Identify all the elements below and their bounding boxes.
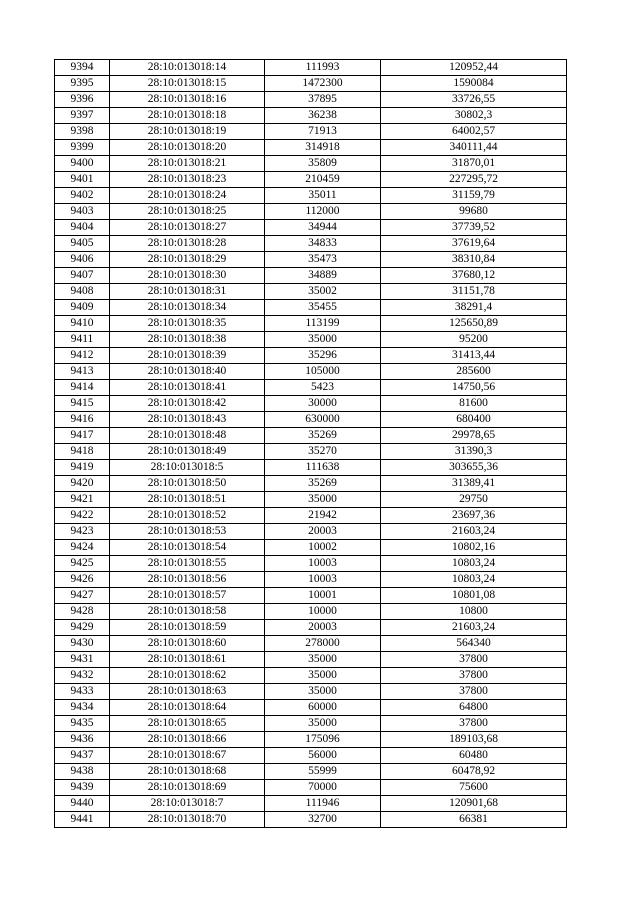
area-cell: 34833 (265, 236, 381, 252)
table-row (55, 412, 567, 428)
cadastral-number-cell: 28:10:013018:61 (110, 652, 265, 668)
table-row (55, 636, 567, 652)
cadastral-number-cell: 28:10:013018:18 (110, 108, 265, 124)
table-row (55, 572, 567, 588)
area-cell: 175096 (265, 732, 381, 748)
value-cell: 10802,16 (381, 540, 567, 556)
cadastral-number-cell: 28:10:013018:24 (110, 188, 265, 204)
row-number-cell: 9424 (55, 540, 110, 556)
cadastral-number-cell: 28:10:013018:48 (110, 428, 265, 444)
row-number-cell: 9439 (55, 780, 110, 796)
row-number-cell: 9432 (55, 668, 110, 684)
row-number-cell: 9394 (55, 60, 110, 76)
cadastral-number-cell: 28:10:013018:49 (110, 444, 265, 460)
cadastral-number-cell: 28:10:013018:21 (110, 156, 265, 172)
cadastral-number-cell: 28:10:013018:65 (110, 716, 265, 732)
table-row (55, 780, 567, 796)
value-cell: 21603,24 (381, 620, 567, 636)
area-cell: 35000 (265, 716, 381, 732)
table-row (55, 620, 567, 636)
row-number-cell: 9409 (55, 300, 110, 316)
value-cell: 37800 (381, 668, 567, 684)
cadastral-number-cell: 28:10:013018:63 (110, 684, 265, 700)
area-cell: 37895 (265, 92, 381, 108)
value-cell: 75600 (381, 780, 567, 796)
value-cell: 227295,72 (381, 172, 567, 188)
row-number-cell: 9421 (55, 492, 110, 508)
row-number-cell: 9434 (55, 700, 110, 716)
row-number-cell: 9429 (55, 620, 110, 636)
table-row (55, 732, 567, 748)
cadastral-number-cell: 28:10:013018:16 (110, 92, 265, 108)
area-cell: 35000 (265, 668, 381, 684)
area-cell: 35270 (265, 444, 381, 460)
value-cell: 31389,41 (381, 476, 567, 492)
area-cell: 1472300 (265, 76, 381, 92)
area-cell: 113199 (265, 316, 381, 332)
row-number-cell: 9396 (55, 92, 110, 108)
row-number-cell: 9410 (55, 316, 110, 332)
table-row (55, 748, 567, 764)
area-cell: 10003 (265, 556, 381, 572)
cadastral-number-cell: 28:10:013018:43 (110, 412, 265, 428)
table-row (55, 588, 567, 604)
table-row (55, 364, 567, 380)
table-row (55, 236, 567, 252)
table-row (55, 140, 567, 156)
row-number-cell: 9441 (55, 812, 110, 828)
row-number-cell: 9420 (55, 476, 110, 492)
cadastral-number-cell: 28:10:013018:20 (110, 140, 265, 156)
cadastral-number-cell: 28:10:013018:57 (110, 588, 265, 604)
cadastral-number-cell: 28:10:013018:41 (110, 380, 265, 396)
row-number-cell: 9418 (55, 444, 110, 460)
area-cell: 10003 (265, 572, 381, 588)
cadastral-number-cell: 28:10:013018:30 (110, 268, 265, 284)
area-cell: 20003 (265, 524, 381, 540)
table-row (55, 796, 567, 812)
value-cell: 37619,64 (381, 236, 567, 252)
table-row (55, 332, 567, 348)
area-cell: 35000 (265, 652, 381, 668)
table-row (55, 92, 567, 108)
table-row (55, 188, 567, 204)
row-number-cell: 9426 (55, 572, 110, 588)
table-row (55, 396, 567, 412)
value-cell: 64002,57 (381, 124, 567, 140)
table-row (55, 492, 567, 508)
area-cell: 111993 (265, 60, 381, 76)
table-row (55, 812, 567, 828)
value-cell: 303655,36 (381, 460, 567, 476)
row-number-cell: 9436 (55, 732, 110, 748)
value-cell: 33726,55 (381, 92, 567, 108)
area-cell: 35473 (265, 252, 381, 268)
value-cell: 125650,89 (381, 316, 567, 332)
cadastral-number-cell: 28:10:013018:25 (110, 204, 265, 220)
value-cell: 29978,65 (381, 428, 567, 444)
value-cell: 340111,44 (381, 140, 567, 156)
row-number-cell: 9422 (55, 508, 110, 524)
area-cell: 70000 (265, 780, 381, 796)
row-number-cell: 9430 (55, 636, 110, 652)
row-number-cell: 9428 (55, 604, 110, 620)
land-plot-table (54, 59, 567, 828)
cadastral-number-cell: 28:10:013018:58 (110, 604, 265, 620)
cadastral-number-cell: 28:10:013018:55 (110, 556, 265, 572)
value-cell: 10800 (381, 604, 567, 620)
area-cell: 111946 (265, 796, 381, 812)
cadastral-number-cell: 28:10:013018:66 (110, 732, 265, 748)
cadastral-number-cell: 28:10:013018:35 (110, 316, 265, 332)
value-cell: 37739,52 (381, 220, 567, 236)
cadastral-number-cell: 28:10:013018:70 (110, 812, 265, 828)
cadastral-number-cell: 28:10:013018:42 (110, 396, 265, 412)
row-number-cell: 9401 (55, 172, 110, 188)
cadastral-number-cell: 28:10:013018:29 (110, 252, 265, 268)
value-cell: 120901,68 (381, 796, 567, 812)
value-cell: 29750 (381, 492, 567, 508)
area-cell: 71913 (265, 124, 381, 140)
row-number-cell: 9433 (55, 684, 110, 700)
area-cell: 35269 (265, 428, 381, 444)
value-cell: 37800 (381, 684, 567, 700)
table-row (55, 204, 567, 220)
cadastral-number-cell: 28:10:013018:34 (110, 300, 265, 316)
row-number-cell: 9403 (55, 204, 110, 220)
area-cell: 35000 (265, 492, 381, 508)
row-number-cell: 9400 (55, 156, 110, 172)
row-number-cell: 9406 (55, 252, 110, 268)
value-cell: 38291,4 (381, 300, 567, 316)
cadastral-number-cell: 28:10:013018:40 (110, 364, 265, 380)
area-cell: 35296 (265, 348, 381, 364)
row-number-cell: 9405 (55, 236, 110, 252)
value-cell: 81600 (381, 396, 567, 412)
area-cell: 10002 (265, 540, 381, 556)
value-cell: 37680,12 (381, 268, 567, 284)
table-row (55, 252, 567, 268)
area-cell: 10000 (265, 604, 381, 620)
area-cell: 105000 (265, 364, 381, 380)
value-cell: 10803,24 (381, 572, 567, 588)
value-cell: 37800 (381, 652, 567, 668)
area-cell: 35002 (265, 284, 381, 300)
cadastral-number-cell: 28:10:013018:60 (110, 636, 265, 652)
value-cell: 37800 (381, 716, 567, 732)
row-number-cell: 9438 (55, 764, 110, 780)
row-number-cell: 9408 (55, 284, 110, 300)
table-row (55, 444, 567, 460)
value-cell: 189103,68 (381, 732, 567, 748)
area-cell: 10001 (265, 588, 381, 604)
area-cell: 30000 (265, 396, 381, 412)
area-cell: 35269 (265, 476, 381, 492)
cadastral-number-cell: 28:10:013018:27 (110, 220, 265, 236)
table-row (55, 476, 567, 492)
table-row (55, 716, 567, 732)
cadastral-number-cell: 28:10:013018:69 (110, 780, 265, 796)
table-row (55, 172, 567, 188)
table-row (55, 604, 567, 620)
area-cell: 278000 (265, 636, 381, 652)
table-row (55, 700, 567, 716)
row-number-cell: 9411 (55, 332, 110, 348)
cadastral-number-cell: 28:10:013018:31 (110, 284, 265, 300)
row-number-cell: 9435 (55, 716, 110, 732)
row-number-cell: 9417 (55, 428, 110, 444)
table-row (55, 540, 567, 556)
cadastral-number-cell: 28:10:013018:54 (110, 540, 265, 556)
table-row (55, 316, 567, 332)
area-cell: 314918 (265, 140, 381, 156)
table-row (55, 76, 567, 92)
row-number-cell: 9407 (55, 268, 110, 284)
table-row (55, 764, 567, 780)
table-row (55, 460, 567, 476)
table-row (55, 684, 567, 700)
table-row (55, 300, 567, 316)
cadastral-number-cell: 28:10:013018:59 (110, 620, 265, 636)
table-row (55, 268, 567, 284)
value-cell: 31151,78 (381, 284, 567, 300)
row-number-cell: 9414 (55, 380, 110, 396)
value-cell: 21603,24 (381, 524, 567, 540)
row-number-cell: 9402 (55, 188, 110, 204)
value-cell: 64800 (381, 700, 567, 716)
area-cell: 210459 (265, 172, 381, 188)
area-cell: 35011 (265, 188, 381, 204)
area-cell: 34944 (265, 220, 381, 236)
row-number-cell: 9431 (55, 652, 110, 668)
cadastral-number-cell: 28:10:013018:19 (110, 124, 265, 140)
value-cell: 31159,79 (381, 188, 567, 204)
value-cell: 10801,08 (381, 588, 567, 604)
area-cell: 5423 (265, 380, 381, 396)
cadastral-number-cell: 28:10:013018:5 (110, 460, 265, 476)
row-number-cell: 9399 (55, 140, 110, 156)
cadastral-number-cell: 28:10:013018:28 (110, 236, 265, 252)
value-cell: 60478,92 (381, 764, 567, 780)
area-cell: 55999 (265, 764, 381, 780)
table-row (55, 220, 567, 236)
value-cell: 680400 (381, 412, 567, 428)
row-number-cell: 9412 (55, 348, 110, 364)
value-cell: 99680 (381, 204, 567, 220)
area-cell: 112000 (265, 204, 381, 220)
cadastral-number-cell: 28:10:013018:15 (110, 76, 265, 92)
row-number-cell: 9398 (55, 124, 110, 140)
value-cell: 10803,24 (381, 556, 567, 572)
value-cell: 60480 (381, 748, 567, 764)
cadastral-number-cell: 28:10:013018:52 (110, 508, 265, 524)
row-number-cell: 9404 (55, 220, 110, 236)
area-cell: 111638 (265, 460, 381, 476)
area-cell: 35455 (265, 300, 381, 316)
area-cell: 21942 (265, 508, 381, 524)
area-cell: 20003 (265, 620, 381, 636)
row-number-cell: 9425 (55, 556, 110, 572)
value-cell: 285600 (381, 364, 567, 380)
area-cell: 60000 (265, 700, 381, 716)
table-row (55, 60, 567, 76)
value-cell: 564340 (381, 636, 567, 652)
value-cell: 38310,84 (381, 252, 567, 268)
row-number-cell: 9437 (55, 748, 110, 764)
table-row (55, 508, 567, 524)
cadastral-number-cell: 28:10:013018:38 (110, 332, 265, 348)
value-cell: 31413,44 (381, 348, 567, 364)
value-cell: 14750,56 (381, 380, 567, 396)
row-number-cell: 9440 (55, 796, 110, 812)
table-row (55, 652, 567, 668)
value-cell: 66381 (381, 812, 567, 828)
area-cell: 56000 (265, 748, 381, 764)
row-number-cell: 9415 (55, 396, 110, 412)
cadastral-number-cell: 28:10:013018:23 (110, 172, 265, 188)
cadastral-number-cell: 28:10:013018:39 (110, 348, 265, 364)
area-cell: 35000 (265, 332, 381, 348)
cadastral-number-cell: 28:10:013018:56 (110, 572, 265, 588)
cadastral-number-cell: 28:10:013018:62 (110, 668, 265, 684)
table-row (55, 124, 567, 140)
row-number-cell: 9416 (55, 412, 110, 428)
value-cell: 31390,3 (381, 444, 567, 460)
area-cell: 35809 (265, 156, 381, 172)
area-cell: 630000 (265, 412, 381, 428)
table-row (55, 428, 567, 444)
value-cell: 95200 (381, 332, 567, 348)
cadastral-number-cell: 28:10:013018:53 (110, 524, 265, 540)
row-number-cell: 9395 (55, 76, 110, 92)
area-cell: 32700 (265, 812, 381, 828)
value-cell: 31870,01 (381, 156, 567, 172)
value-cell: 23697,36 (381, 508, 567, 524)
table-row (55, 380, 567, 396)
row-number-cell: 9427 (55, 588, 110, 604)
area-cell: 36238 (265, 108, 381, 124)
table-row (55, 284, 567, 300)
cadastral-number-cell: 28:10:013018:51 (110, 492, 265, 508)
area-cell: 34889 (265, 268, 381, 284)
row-number-cell: 9397 (55, 108, 110, 124)
cadastral-number-cell: 28:10:013018:7 (110, 796, 265, 812)
row-number-cell: 9423 (55, 524, 110, 540)
table-row (55, 668, 567, 684)
cadastral-number-cell: 28:10:013018:68 (110, 764, 265, 780)
row-number-cell: 9419 (55, 460, 110, 476)
table-row (55, 108, 567, 124)
area-cell: 35000 (265, 684, 381, 700)
table-row (55, 556, 567, 572)
table-row (55, 156, 567, 172)
value-cell: 1590084 (381, 76, 567, 92)
row-number-cell: 9413 (55, 364, 110, 380)
table-row (55, 524, 567, 540)
table-row (55, 348, 567, 364)
table-body (55, 60, 567, 828)
value-cell: 30802,3 (381, 108, 567, 124)
value-cell: 120952,44 (381, 60, 567, 76)
cadastral-number-cell: 28:10:013018:67 (110, 748, 265, 764)
cadastral-number-cell: 28:10:013018:14 (110, 60, 265, 76)
cadastral-number-cell: 28:10:013018:50 (110, 476, 265, 492)
cadastral-number-cell: 28:10:013018:64 (110, 700, 265, 716)
